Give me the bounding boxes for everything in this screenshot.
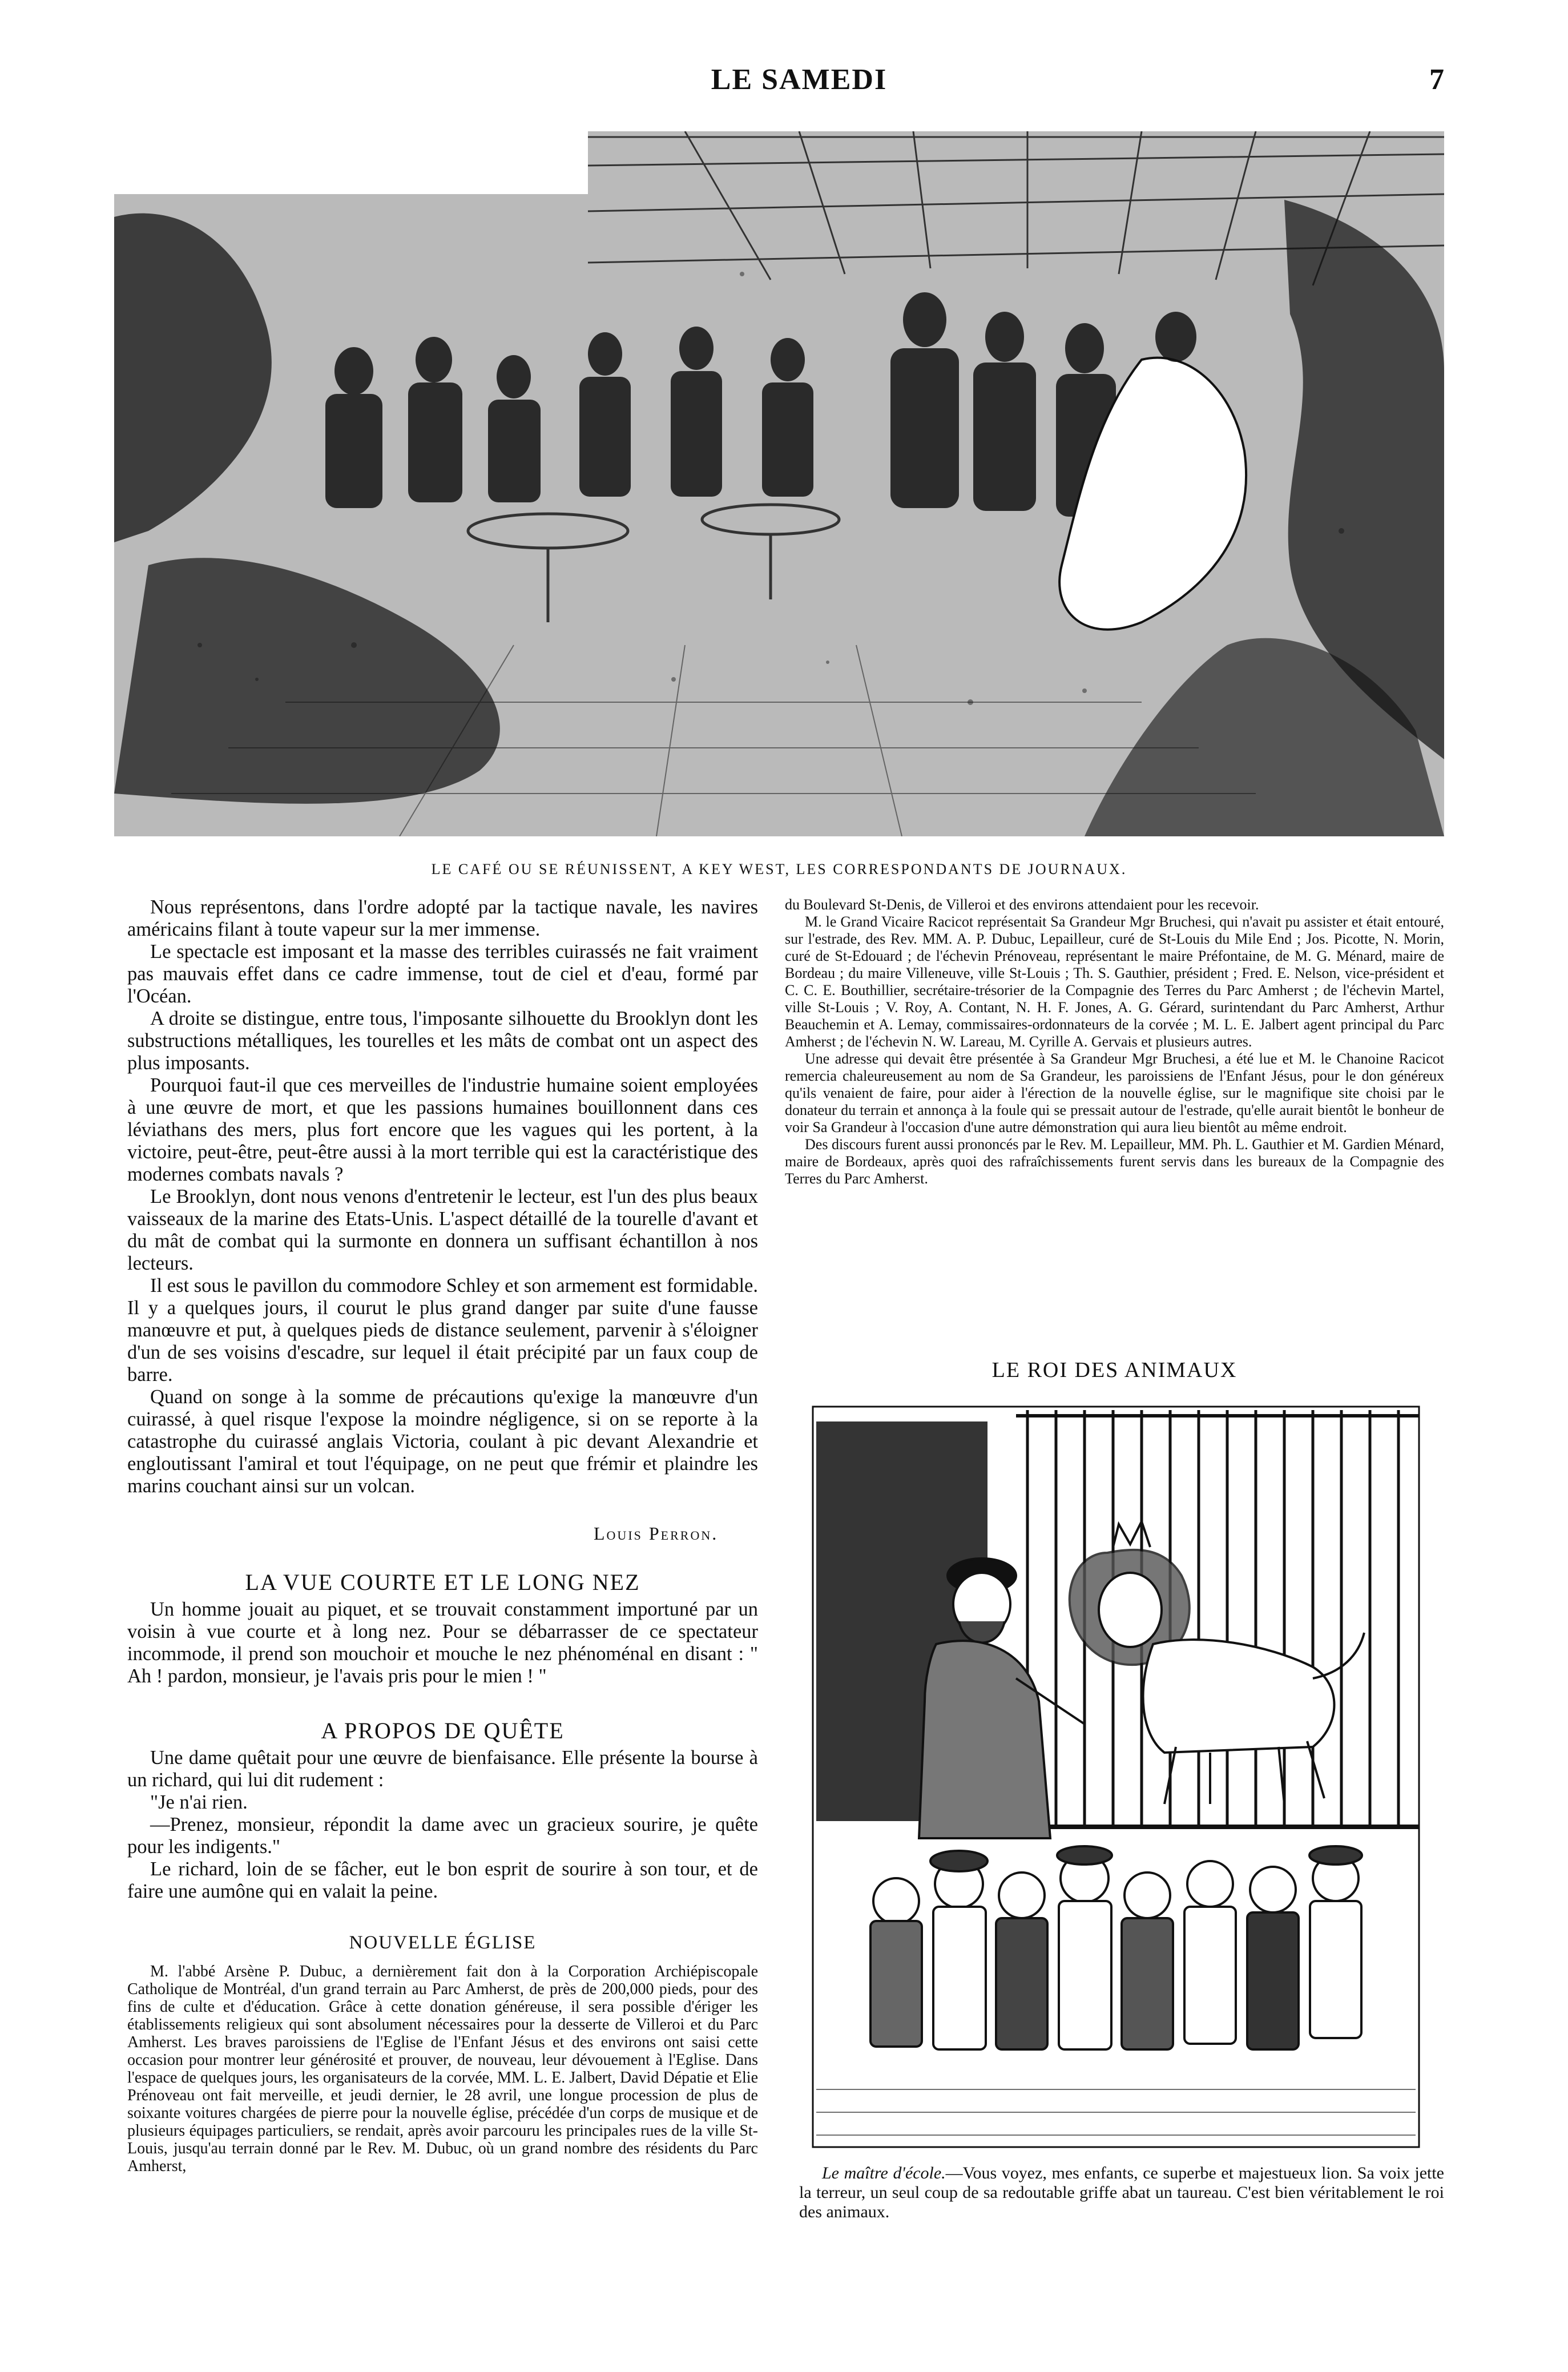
- cafe-illustration: [114, 131, 1444, 836]
- lion-caption-lead: Le maître d'école.: [822, 2164, 946, 2182]
- lion-cage-drawing: [811, 1404, 1421, 2149]
- page-header-title: LE SAMEDI: [711, 63, 888, 96]
- cafe-caption: LE CAFÉ OU SE RÉUNISSENT, A KEY WEST, LES CORRESPONDANTS DE JOURNAUX.: [431, 861, 1127, 877]
- quete-paragraph: Le richard, loin de se fâcher, eut le bon esprit de sourire à son tour, et de faire une aumône qui en valait la peine.: [127, 1858, 758, 1902]
- article-paragraph: Pourquoi faut-il que ces merveilles de l'industrie humaine soient employées à une œuvre de mort, et que les passions humaines bouillonnent dans ces léviathans des mers, plus fort encore que les vagues qui les portent, à la victoire, peut-être, peut-être aussi à la mort terrible qui est la caractéristique des modernes combats navals ?: [127, 1074, 758, 1185]
- vue-courte-text: [127, 1598, 758, 1688]
- nouvelle-eglise-text: [127, 1963, 758, 2175]
- article-paragraph: Le spectacle est imposant et la masse des terribles cuirassés ne fait vraiment pas mauvais effet dans ce cadre immense, tout de ciel et d'eau, formé par l'Océan.: [127, 941, 758, 1007]
- page-number: 7: [1429, 63, 1444, 96]
- right-paragraph: M. le Grand Vicaire Racicot représentait Sa Grandeur Mgr Bruchesi, qui n'avait pu assister et était entouré, sur l'estrade, des Rev. MM. A. P. Dubuc, Lepailleur, curé de St-Louis du Mile End ; Jos. Picotte, N. Morin, curé de St-Edouard ; de l'échevin Prénoveau, représentant le maire Préfontaine, de M. G. Ménard, maire de Bordeau ; du maire Villeneuve, ville St-Louis ; Th. S. Gauthier, président ; Fred. E. Nelson, vice-président et C. C. E. Bouthillier, secrétaire-trésorier de la Compagnie des Terres du Parc Amherst ; de l'échevin Martel, ville St-Louis ; V. Roy, A. Contant, N. H. F. Jones, A. G. Gérard, surintendant du Parc Amherst, Arthur Beauchemin et A. Lemay, commissaires-ordonnateurs de la corvée ; M. L. E. Jalbert agent principal du Parc Amherst ; de l'échevin N. W. Lareau, M. Cyrille A. Gervais et plusieurs autres.: [785, 913, 1444, 1050]
- quete-title: A PROPOS DE QUÊTE: [321, 1718, 565, 1743]
- nouvelle-eglise-title: NOUVELLE ÉGLISE: [349, 1932, 537, 1953]
- vue-courte-title: LA VUE COURTE ET LE LONG NEZ: [245, 1569, 640, 1595]
- lion-illustration: [811, 1404, 1421, 2149]
- article-paragraph: Le Brooklyn, dont nous venons d'entretenir le lecteur, est l'un des plus beaux vaisseaux de la marine des Etats-Unis. L'aspect détaillé de la tourelle d'avant et du mât de combat qui la surmonte en donnera un suffisant échantillon à nos lecteurs.: [127, 1186, 758, 1274]
- quete-paragraph: Une dame quêtait pour une œuvre de bienfaisance. Elle présente la bourse à un richard, qui lui dit rudement :: [127, 1747, 758, 1791]
- vue-courte-paragraph: Un homme jouait au piquet, et se trouvait constamment importuné par un voisin à vue courte et à long nez. Pour se débarrasser de ce spectateur incommode, il prend son mouchoir et mouche le nez phénoménal en disant : " Ah ! pardon, monsieur, je l'avais pris pour le mien ! ": [127, 1598, 758, 1687]
- left-column-article: [127, 896, 758, 1497]
- quete-text: [127, 1747, 758, 1903]
- cafe-engraving: [114, 131, 1444, 836]
- nouvelle-eglise-paragraph: M. l'abbé Arsène P. Dubuc, a dernièrement fait don à la Corporation Archiépiscopale Catholique de Montréal, d'un grand terrain au Parc Amherst, de près de 200,000 pieds, pour des fins de culte et d'éducation. Grâce à cette donation généreuse, il sera possible d'ériger les établissements religieux qui sont absolument nécessaires pour la desserte de Villeroi et du Parc Amherst. Les braves paroissiens de l'Eglise de l'Enfant Jésus et des environs ont saisi cette occasion pour montrer leur générosité et prouver, de nouveau, leur dévouement à l'Eglise. Dans l'espace de quelques jours, les organisateurs de la corvée, MM. L. E. Jalbert, David Dépatie et Elie Prénoveau ont fait merveille, et jeudi dernier, le 28 avril, une longue procession de plus de soixante voitures chargées de pierre pour la nouvelle église, précédée d'un corps de musique et de plusieurs équipages particuliers, se rendait, après avoir parcouru les principales rues de la ville St-Louis, jusqu'au terrain donné par le Rev. M. Dubuc, où un grand nombre des résidents du Parc Amherst,: [127, 1963, 758, 2175]
- roi-animaux-title: LE ROI DES ANIMAUX: [991, 1358, 1238, 1382]
- right-paragraph: du Boulevard St-Denis, de Villeroi et des environs attendaient pour les recevoir.: [785, 896, 1259, 913]
- lion-caption-paragraph: [799, 2164, 1444, 2222]
- right-paragraph: Des discours furent aussi prononcés par le Rev. M. Lepailleur, MM. Ph. L. Gauthier et M. Gardien Ménard, maire de Bordeaux, après quoi des rafraîchissements furent servis dans les bureaux de la Compagnie des Terres du Parc Amherst.: [785, 1136, 1444, 1187]
- article-paragraph: Nous représentons, dans l'ordre adopté par la tactique navale, les navires américains filant à toute vapeur sur la mer immense.: [127, 896, 758, 940]
- article-paragraph: Quand on songe à la somme de précautions qu'exige la manœuvre d'un cuirassé, à quel risque l'expose la moindre négligence, si on se reporte à la catastrophe du cuirassé anglais Victoria, coulant à pic devant Alexandrie et engloutissant l'amiral et tout l'équipage, on ne peut que frémir et plaindre les marins couchant ainsi sur un volcan.: [127, 1386, 758, 1497]
- quete-paragraph: —Prenez, monsieur, répondit la dame avec un gracieux sourire, je quête pour les indigents.": [127, 1814, 758, 1858]
- article-paragraph: Il est sous le pavillon du commodore Schley et son armement est formidable. Il y a quelques jours, il courut le plus grand danger par suite d'une fausse manœuvre et put, à quelques pieds de distance seulement, parvenir à s'éloigner d'un de ses voisins d'escadre, sur lequel il était précipité par un faux coup de barre.: [127, 1275, 758, 1386]
- article-paragraph: A droite se distingue, entre tous, l'imposante silhouette du Brooklyn dont les substructions métalliques, les tourelles et les mâts de combat ont un aspect des plus imposants.: [127, 1008, 758, 1074]
- lion-caption-text: —Vous voyez, mes enfants, ce superbe et majestueux lion. Sa voix jette la terreur, un seul coup de sa redoutable griffe abat un taureau. C'est bien véritablement le roi des animaux.: [799, 2164, 1444, 2221]
- right-paragraph: Une adresse qui devait être présentée à Sa Grandeur Mgr Bruchesi, a été lue et M. le Chanoine Racicot remercia chaleureusement au nom de Sa Grandeur, les paroissiens de l'Enfant Jésus, pour le don généreux qu'ils venaient de faire, pour aider à l'érection de la nouvelle église, sur le magnifique site choisi par le donateur du terrain et annonça à la foule qui se pressait autour de l'estrade, qu'elle aurait bientôt le bonheur de voir Sa Grandeur à l'occasion d'une autre démonstration qui aura lieu bientôt au même endroit.: [785, 1050, 1444, 1135]
- right-column-article: [785, 896, 1444, 1187]
- author-signature: Louis Perron.: [594, 1523, 719, 1544]
- quete-paragraph: "Je n'ai rien.: [150, 1791, 248, 1813]
- lion-caption: [799, 2164, 1444, 2222]
